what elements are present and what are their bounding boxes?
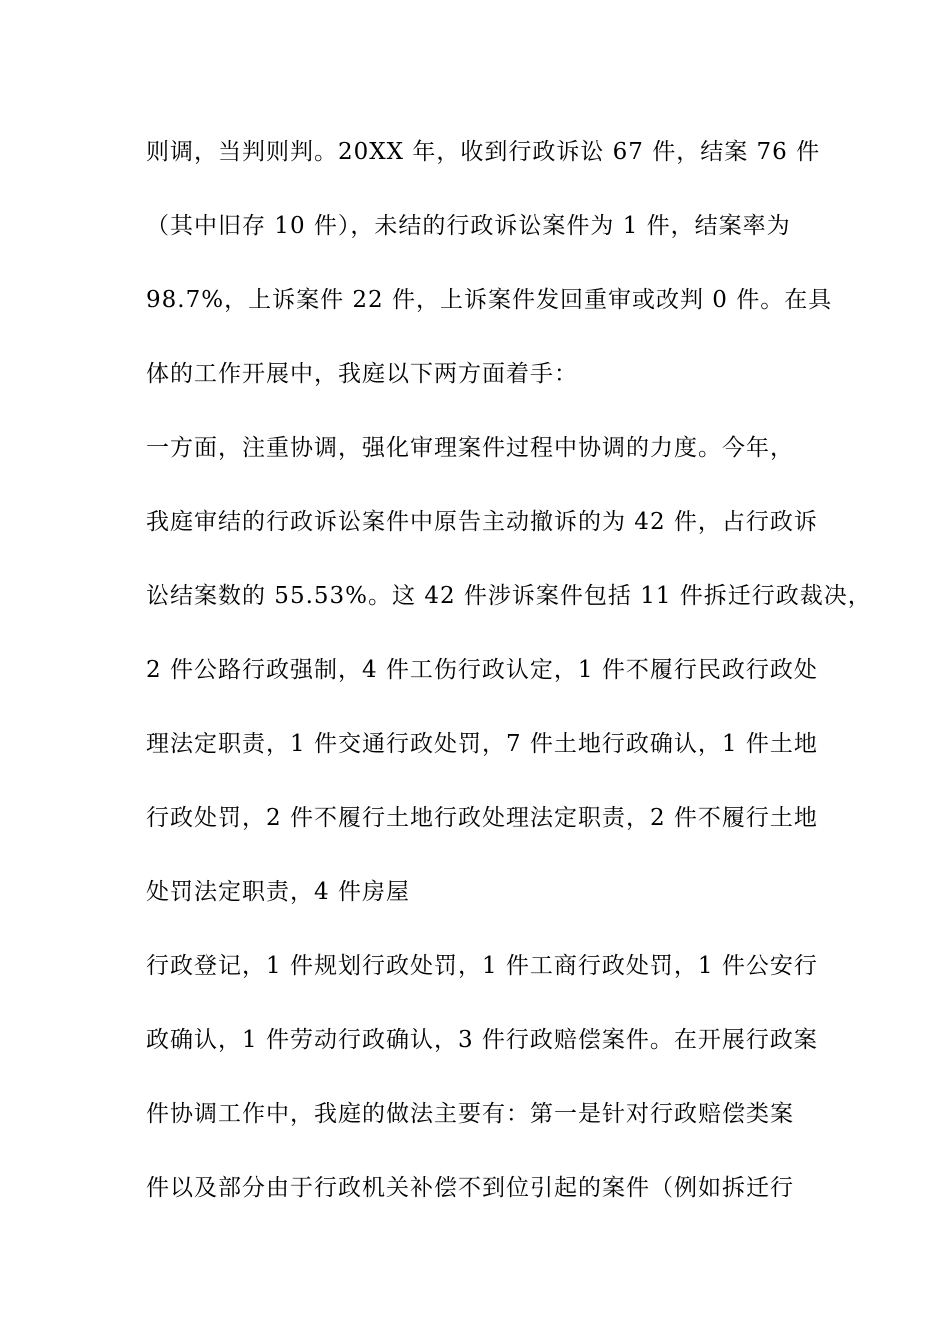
text-line: 行政登记，1 件规划行政处罚，1 件工商行政处罚，1 件公安行 [146, 953, 818, 979]
text-line: 处罚法定职责，4 件房屋 [146, 879, 410, 905]
text-line: 一方面，注重协调，强化审理案件过程中协调的力度。今年， [146, 435, 794, 461]
text-line: （其中旧存 10 件），未结的行政诉讼案件为 1 件，结案率为 [146, 213, 791, 239]
text-line: 我庭审结的行政诉讼案件中原告主动撤诉的为 42 件，占行政诉 [146, 509, 818, 535]
text-line: 件以及部分由于行政机关补偿不到位引起的案件（例如拆迁行 [146, 1175, 794, 1201]
text-line: 行政处罚，2 件不履行土地行政处理法定职责，2 件不履行土地 [146, 805, 818, 831]
text-line: 体的工作开展中，我庭以下两方面着手： [146, 361, 578, 387]
text-line: 件协调工作中，我庭的做法主要有：第一是针对行政赔偿类案 [146, 1101, 794, 1127]
text-line: 2 件公路行政强制，4 件工伤行政认定，1 件不履行民政行政处 [146, 657, 818, 683]
text-line: 政确认，1 件劳动行政确认，3 件行政赔偿案件。在开展行政案 [146, 1027, 818, 1053]
text-line: 理法定职责，1 件交通行政处罚，7 件土地行政确认，1 件土地 [146, 731, 818, 757]
text-line: 则调，当判则判。20XX 年，收到行政诉讼 67 件，结案 76 件 [146, 139, 821, 165]
text-line: 讼结案数的 55.53%。这 42 件涉诉案件包括 11 件拆迁行政裁决， [146, 583, 872, 609]
text-line: 98.7%，上诉案件 22 件，上诉案件发回重审或改判 0 件。在具 [146, 287, 833, 313]
